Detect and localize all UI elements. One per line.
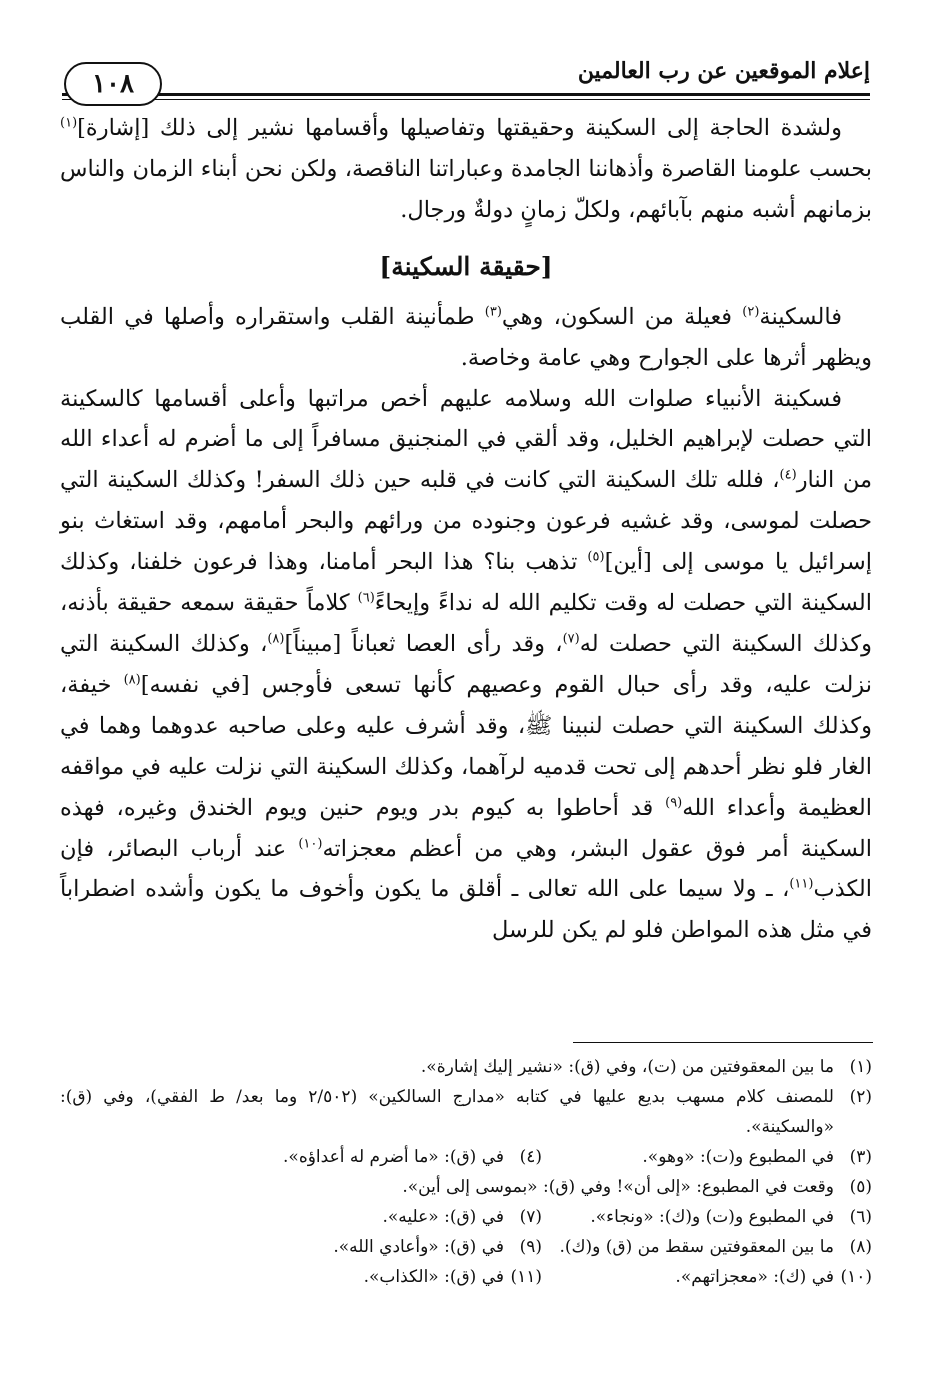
- section-heading: [حقيقة السكينة]: [379, 251, 553, 281]
- footnote-ref[interactable]: (١١): [789, 876, 814, 892]
- footnote-ref[interactable]: (١): [60, 115, 78, 131]
- footnote-ref[interactable]: (٩): [665, 795, 683, 811]
- footnote-ref[interactable]: (٨): [267, 631, 285, 647]
- footnote-10-11: (١٠)في (ك): «معجزاتهم».(١١)في (ق): «الكذاب».: [363, 1267, 872, 1287]
- page-number: ١٠٨: [92, 69, 134, 99]
- footnote-ref[interactable]: (٢): [742, 304, 760, 320]
- footnote-5: (٥)وقعت في المطبوع: «إلى أن»! وفي (ق): «بموسى إلى أين».: [402, 1177, 872, 1197]
- header-rule: [62, 93, 870, 96]
- footnote-8-9: (٨)ما بين المعقوفتين سقط من (ق) و(ك).(٩)في (ق): «وأعادي الله».: [333, 1237, 872, 1257]
- footnote-ref[interactable]: (٦): [357, 590, 375, 606]
- footnote-ref[interactable]: (٧): [562, 631, 580, 647]
- page-header: [62, 38, 870, 108]
- footnote-ref[interactable]: (٣): [484, 304, 502, 320]
- footnote-1: (١)ما بين المعقوفتين من (ت)، وفي (ق): «نشير إليك إشارة».: [420, 1057, 872, 1077]
- intro-paragraph: ولشدة الحاجة إلى السكينة وحقيقتها وتفاصيلها وأقسامها نشير إلى ذلك [إشارة]$^{(١)}$ بحسب علومنا القاصرة وأذهاننا الجامدة وعباراتنا الناقصة، ولكن نحن أبناء الزمان والناس بزمانهم أشبه منهم بآبائهم، ولكلّ زمانٍ دولةٌ ورجال.: [60, 115, 872, 223]
- footnote-separator: [573, 1042, 873, 1043]
- paragraph-prophets: فسكينة الأنبياء صلوات الله وسلامه عليهم أخص مراتبها وأعلى أقسامها كالسكينة التي حصلت لإبراهيم الخليل، وقد ألقي في المنجنيق مسافراً إلى ما أضرم له أعداء الله من النار$^{(٤)}$، فلله تلك السكينة التي كانت في قلبه حين ذلك السفر! وكذلك السكينة التي حصلت لموسى، وقد غشيه فرعون وجنوده من ورائهم والبحر أمامهم، وقد استغاث بنو إسرائيل يا موسى إلى [أين]$^{(٥)}$ تذهب بنا؟ هذا البحر أمامنا، وهذا فرعون خلفنا، وكذلك السكينة التي حصلت له وقت تكليم الله له نداءً وإيحاءً$^{(٦)}$ كلاماً حقيقة سمعه حقيقة بأذنه، وكذلك السكينة التي حصلت له$^{(٧)}$، وقد رأى العصا ثعباناً [مبيناً]$^{(٨)}$، وكذلك السكينة التي نزلت عليه، وقد رأى حبال القوم وعصيهم كأنها تسعى فأوجس [في نفسه]$^{(٨)}$ خيفة، وكذلك السكينة التي حصلت لنبينا ﷺ، وقد أشرف عليه وعلى صاحبه عدوهما وهما في الغار فلو نظر أحدهم إلى تحت قدميه لرآهما، وكذلك السكينة التي نزلت عليه في مواقفه العظيمة وأعداء الله$^{(٩)}$ قد أحاطوا به كيوم بدر ويوم حنين ويوم الخندق وغيره، فهذه السكينة أمر فوق عقول البشر، وهي من أعظم معجزاته$^{(١٠)}$ عند أرباب البصائر، فإن الكذب$^{(١١)}$، ـ ولا سيما على الله تعالى ـ أقلق ما يكون وأخوف ما يكون وأشده اضطراباً في مثل هذه المواطن فلو لم يكن للرسل: [60, 385, 873, 944]
- header-rule-thin: [62, 99, 870, 100]
- footnote-ref[interactable]: (٤): [779, 467, 797, 483]
- footnote-6-7: (٦)في المطبوع و(ت) و(ك): «ونجاء».(٧)في (ق): «عليه».: [382, 1207, 872, 1227]
- footnote-3-4: (٣)في المطبوع و(ت): «وهو».(٤)في (ق): «ما أضرم له أعداؤه».: [283, 1147, 872, 1167]
- main-text: [60, 108, 872, 951]
- page-number-badge: [64, 62, 162, 106]
- footnote-2: (٢) للمصنف كلام مسهب بديع عليها في كتابه «مدارج السالكين» (٢/٥٠٢ وما بعد/ ط الفقي)، وفي (ق): «والسكينة».: [60, 1087, 872, 1137]
- running-title: إعلام الموقعين عن رب العالمين: [577, 58, 870, 84]
- paragraph-definition: فالسكينة$^{(٢)}$ فعيلة من السكون، وهي$^{(٣)}$ طمأنينة القلب واستقراره وأصلها في القلب ويظهر أثرها على الجوارح وهي عامة وخاصة.: [60, 303, 872, 371]
- footnote-ref[interactable]: (٥): [587, 549, 605, 565]
- footnote-ref[interactable]: (١٠): [298, 836, 323, 851]
- footnotes: [60, 1052, 872, 1292]
- footnote-ref[interactable]: (٨): [123, 672, 141, 688]
